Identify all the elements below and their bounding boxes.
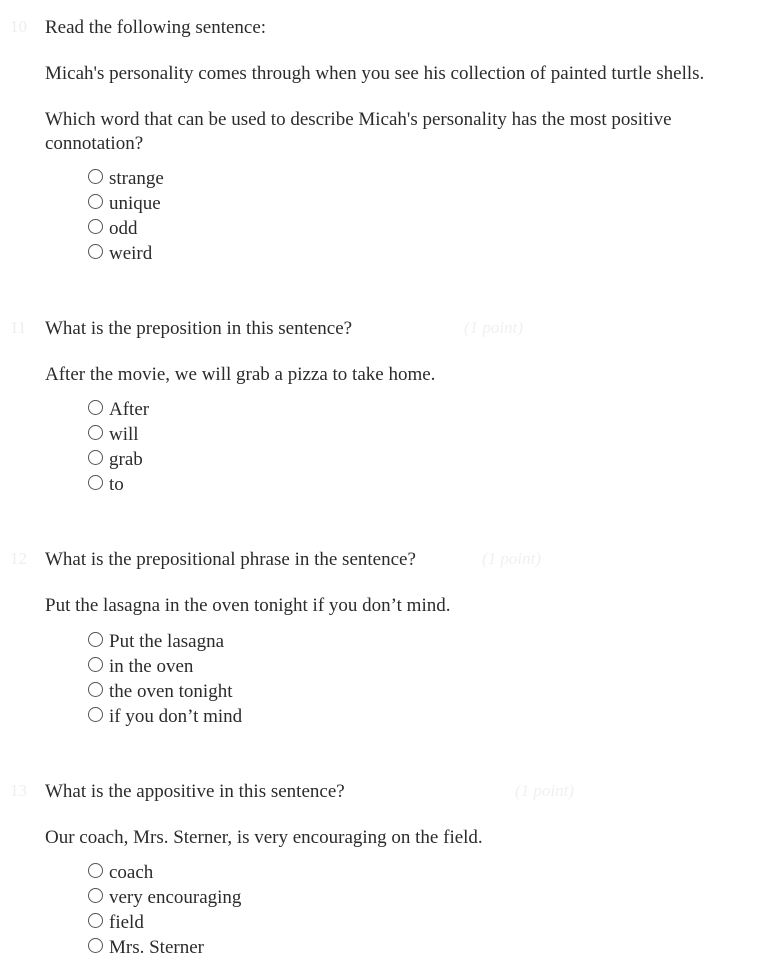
radio-button[interactable] xyxy=(88,913,103,928)
answer-options xyxy=(86,860,241,960)
answer-options xyxy=(86,397,149,497)
answer-option[interactable] xyxy=(86,704,242,729)
option-label: to xyxy=(109,474,124,495)
radio-button[interactable] xyxy=(88,425,103,440)
question-stem: Our coach, Mrs. Sterner, is very encouraging on the field. xyxy=(45,827,483,848)
radio-button[interactable] xyxy=(88,450,103,465)
option-label: weird xyxy=(109,243,153,264)
question-number: 13 xyxy=(10,781,27,800)
option-label: grab xyxy=(109,449,143,470)
question-number: 10 xyxy=(10,17,27,36)
question-stem: Put the lasagna in the oven tonight if you don’t mind. xyxy=(45,595,451,616)
answer-option[interactable] xyxy=(86,191,164,216)
answer-option[interactable] xyxy=(86,422,149,447)
answer-option[interactable] xyxy=(86,397,149,422)
option-label: odd xyxy=(109,218,138,239)
question-sub-prompt: Which word that can be used to describe Micah's personality has the most positive connotation? xyxy=(45,109,672,154)
option-label: in the oven xyxy=(109,656,194,677)
radio-button[interactable] xyxy=(88,219,103,234)
question-stem: After the movie, we will grab a pizza to take home. xyxy=(45,364,436,385)
option-label: Put the lasagna xyxy=(109,631,225,652)
answer-option[interactable] xyxy=(86,860,241,885)
answer-option[interactable] xyxy=(86,447,149,472)
radio-button[interactable] xyxy=(88,244,103,259)
answer-option[interactable] xyxy=(86,679,242,704)
answer-option[interactable] xyxy=(86,629,242,654)
answer-option[interactable] xyxy=(86,935,241,960)
radio-button[interactable] xyxy=(88,938,103,953)
answer-option[interactable] xyxy=(86,472,149,497)
option-label: unique xyxy=(109,193,161,214)
radio-button[interactable] xyxy=(88,888,103,903)
answer-option[interactable] xyxy=(86,654,242,679)
question-prompt: What is the prepositional phrase in the sentence? xyxy=(45,549,416,570)
option-label: coach xyxy=(109,862,154,883)
radio-button[interactable] xyxy=(88,682,103,697)
question-prompt: Read the following sentence: xyxy=(45,17,267,38)
question-prompt: What is the preposition in this sentence? xyxy=(45,318,353,339)
radio-button[interactable] xyxy=(88,632,103,647)
answer-option[interactable] xyxy=(86,241,164,266)
answer-options xyxy=(86,629,242,729)
answer-option[interactable] xyxy=(86,885,241,910)
answer-option[interactable] xyxy=(86,216,164,241)
question-number: 12 xyxy=(10,549,27,568)
answer-option[interactable] xyxy=(86,910,241,935)
radio-button[interactable] xyxy=(88,400,103,415)
option-label: strange xyxy=(109,168,164,189)
points-label: (1 point) xyxy=(515,781,575,800)
option-label: field xyxy=(109,912,144,933)
option-label: very encouraging xyxy=(109,887,242,908)
points-label: (1 point) xyxy=(464,318,524,337)
option-label: After xyxy=(109,399,150,420)
option-label: Mrs. Sterner xyxy=(109,937,204,958)
answer-option[interactable] xyxy=(86,166,164,191)
radio-button[interactable] xyxy=(88,475,103,490)
radio-button[interactable] xyxy=(88,194,103,209)
radio-button[interactable] xyxy=(88,707,103,722)
question-number: 11 xyxy=(10,318,27,337)
option-label: if you don’t mind xyxy=(109,706,243,727)
question-prompt: What is the appositive in this sentence? xyxy=(45,781,345,802)
option-label: the oven tonight xyxy=(109,681,233,702)
radio-button[interactable] xyxy=(88,863,103,878)
option-label: will xyxy=(109,424,139,445)
answer-options xyxy=(86,166,164,266)
points-label: (1 point) xyxy=(482,549,542,568)
radio-button[interactable] xyxy=(88,169,103,184)
question-stem: Micah's personality comes through when you see his collection of painted turtle shells. xyxy=(45,63,705,84)
radio-button[interactable] xyxy=(88,657,103,672)
